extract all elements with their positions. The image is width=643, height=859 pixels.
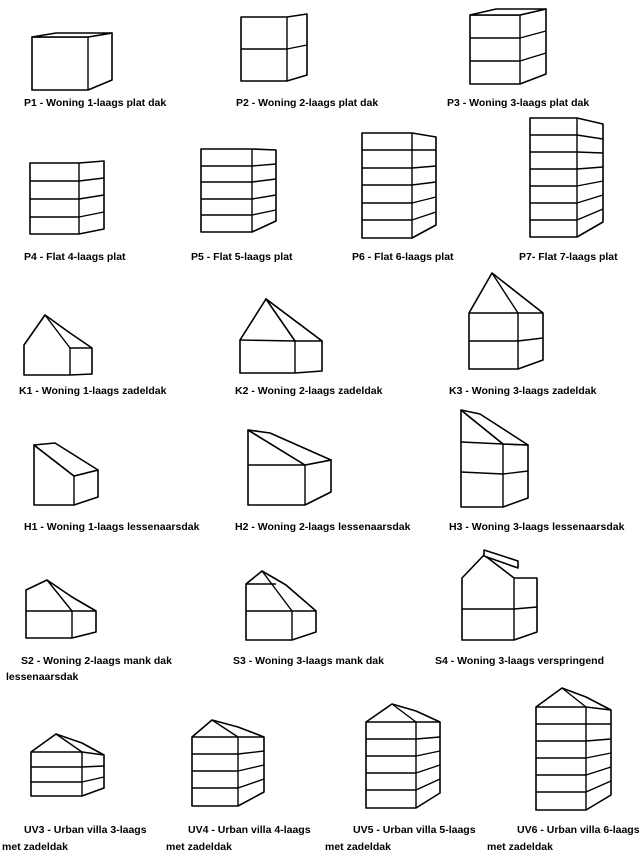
building-h3 — [461, 410, 528, 507]
building-p7 — [530, 118, 603, 237]
building-k3 — [469, 273, 543, 369]
building-k2 — [240, 299, 322, 373]
label-p1: P1 - Woning 1-laags plat dak — [24, 97, 167, 109]
label-uv6-line2: met zadeldak — [487, 841, 553, 853]
building-k1 — [24, 315, 92, 375]
label-uv4-line2: met zadeldak — [166, 841, 232, 853]
label-s2-line2: lessenaarsdak — [6, 671, 79, 683]
building-p1 — [32, 33, 112, 90]
label-p4: P4 - Flat 4-laags plat — [24, 251, 126, 263]
label-uv5-line1: UV5 - Urban villa 5-laags — [353, 824, 476, 836]
label-k3: K3 - Woning 3-laags zadeldak — [449, 385, 597, 397]
building-s3 — [246, 571, 316, 640]
label-s3: S3 - Woning 3-laags mank dak — [233, 655, 384, 667]
label-p6: P6 - Flat 6-laags plat — [352, 251, 454, 263]
label-k1: K1 - Woning 1-laags zadeldak — [19, 385, 167, 397]
building-p6 — [362, 133, 436, 238]
building-p3 — [470, 9, 546, 84]
building-uv5 — [366, 704, 440, 808]
building-uv4 — [192, 720, 264, 806]
label-p3: P3 - Woning 3-laags plat dak — [447, 97, 590, 109]
building-uv3 — [31, 734, 104, 796]
label-uv3-line2: met zadeldak — [2, 841, 68, 853]
label-uv3-line1: UV3 - Urban villa 3-laags — [24, 824, 147, 836]
label-p7: P7- Flat 7-laags plat — [519, 251, 618, 263]
building-p2 — [241, 14, 307, 81]
label-h3: H3 - Woning 3-laags lessenaarsdak — [449, 521, 625, 533]
label-uv5-line2: met zadeldak — [325, 841, 391, 853]
building-uv6 — [536, 688, 611, 810]
label-uv4-line1: UV4 - Urban villa 4-laags — [188, 824, 311, 836]
label-h2: H2 - Woning 2-laags lessenaarsdak — [235, 521, 411, 533]
label-h1: H1 - Woning 1-laags lessenaarsdak — [24, 521, 200, 533]
label-uv6-line1: UV6 - Urban villa 6-laags — [517, 824, 640, 836]
building-s4 — [462, 550, 537, 640]
building-s2 — [26, 580, 96, 638]
label-s2-line1: S2 - Woning 2-laags mank dak — [21, 655, 172, 667]
label-p5: P5 - Flat 5-laags plat — [191, 251, 293, 263]
label-k2: K2 - Woning 2-laags zadeldak — [235, 385, 383, 397]
label-p2: P2 - Woning 2-laags plat dak — [236, 97, 379, 109]
label-s4: S4 - Woning 3-laags verspringend — [435, 655, 605, 667]
building-h1 — [34, 443, 98, 505]
building-p4 — [30, 161, 104, 234]
building-h2 — [248, 430, 331, 505]
building-p5 — [201, 149, 276, 232]
